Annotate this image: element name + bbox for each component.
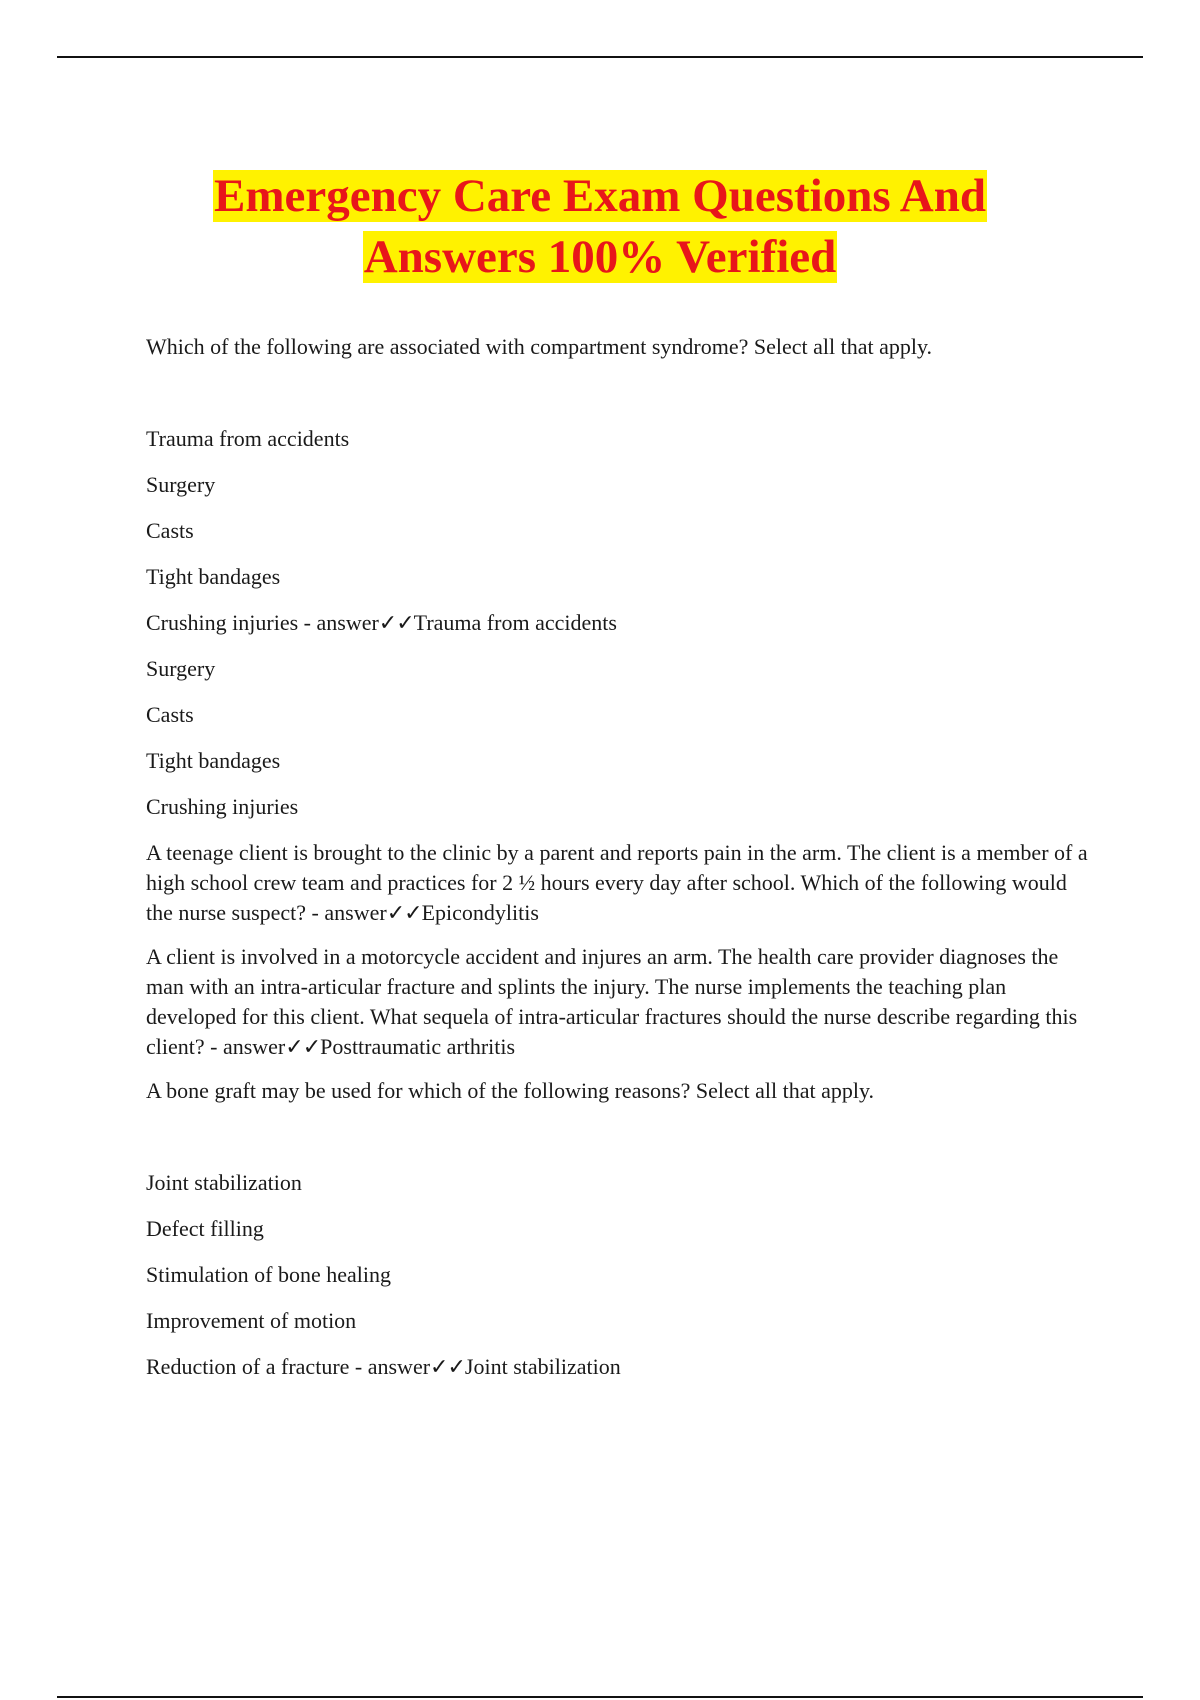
title-line-2: Answers 100% Verified [363,231,837,283]
q4-answer-line [146,1352,1096,1382]
checkmark-icon: ✓✓ [386,900,422,925]
q3-text: A client is involved in a motorcycle accident and injures an arm. The health care provider diagnoses the man with an intra-articular fracture and splints the injury. The nurse implements the teaching plan developed for this client. What sequela of intra-articular fractures should the nurse describe regarding this client? - answer [146,944,1078,1059]
question-4: A bone graft may be used for which of the following reasons? Select all that apply. [146,1078,875,1103]
document-body [146,332,1096,1398]
q4-option-1: Joint stabilization [146,1170,302,1195]
checkmark-icon: ✓✓ [285,1034,321,1059]
document-title [0,166,1200,288]
q4-option-5: Reduction of a fracture - answer [146,1354,431,1379]
top-rule [57,56,1143,58]
bottom-rule [57,1696,1143,1698]
q1-option-1: Trauma from accidents [146,426,350,451]
q1-answer-3: Casts [146,702,194,727]
q1-answer-2: Surgery [146,656,216,681]
q1-answer-4: Tight bandages [146,748,281,773]
q2-text: A teenage client is brought to the clinic by a parent and reports pain in the arm. The client is a member of a high school crew team and practices for 2 ½ hours every day after school. Which of the following would the nurse suspect? - answer [146,840,1088,925]
q1-option-4: Tight bandages [146,564,281,589]
q4-option-2: Defect filling [146,1216,264,1241]
q1-answer-1: Trauma from accidents [413,610,617,635]
q2-answer: Epicondylitis [421,900,539,925]
title-line-1: Emergency Care Exam Questions And [213,170,986,222]
question-1: Which of the following are associated with compartment syndrome? Select all that apply. [146,334,933,359]
q4-option-3: Stimulation of bone healing [146,1262,392,1287]
checkmark-icon: ✓✓ [430,1354,465,1379]
question-3 [146,942,1096,1062]
q1-option-2: Surgery [146,472,216,497]
question-2 [146,838,1096,928]
q4-option-4: Improvement of motion [146,1308,357,1333]
q1-answer-5: Crushing injuries [146,794,299,819]
checkmark-icon: ✓✓ [378,610,414,635]
q1-answer-line [146,608,1096,638]
q3-answer: Posttraumatic arthritis [320,1034,516,1059]
q1-option-5: Crushing injuries - answer [146,610,379,635]
q4-answer-1: Joint stabilization [464,1354,621,1379]
q1-option-3: Casts [146,518,194,543]
